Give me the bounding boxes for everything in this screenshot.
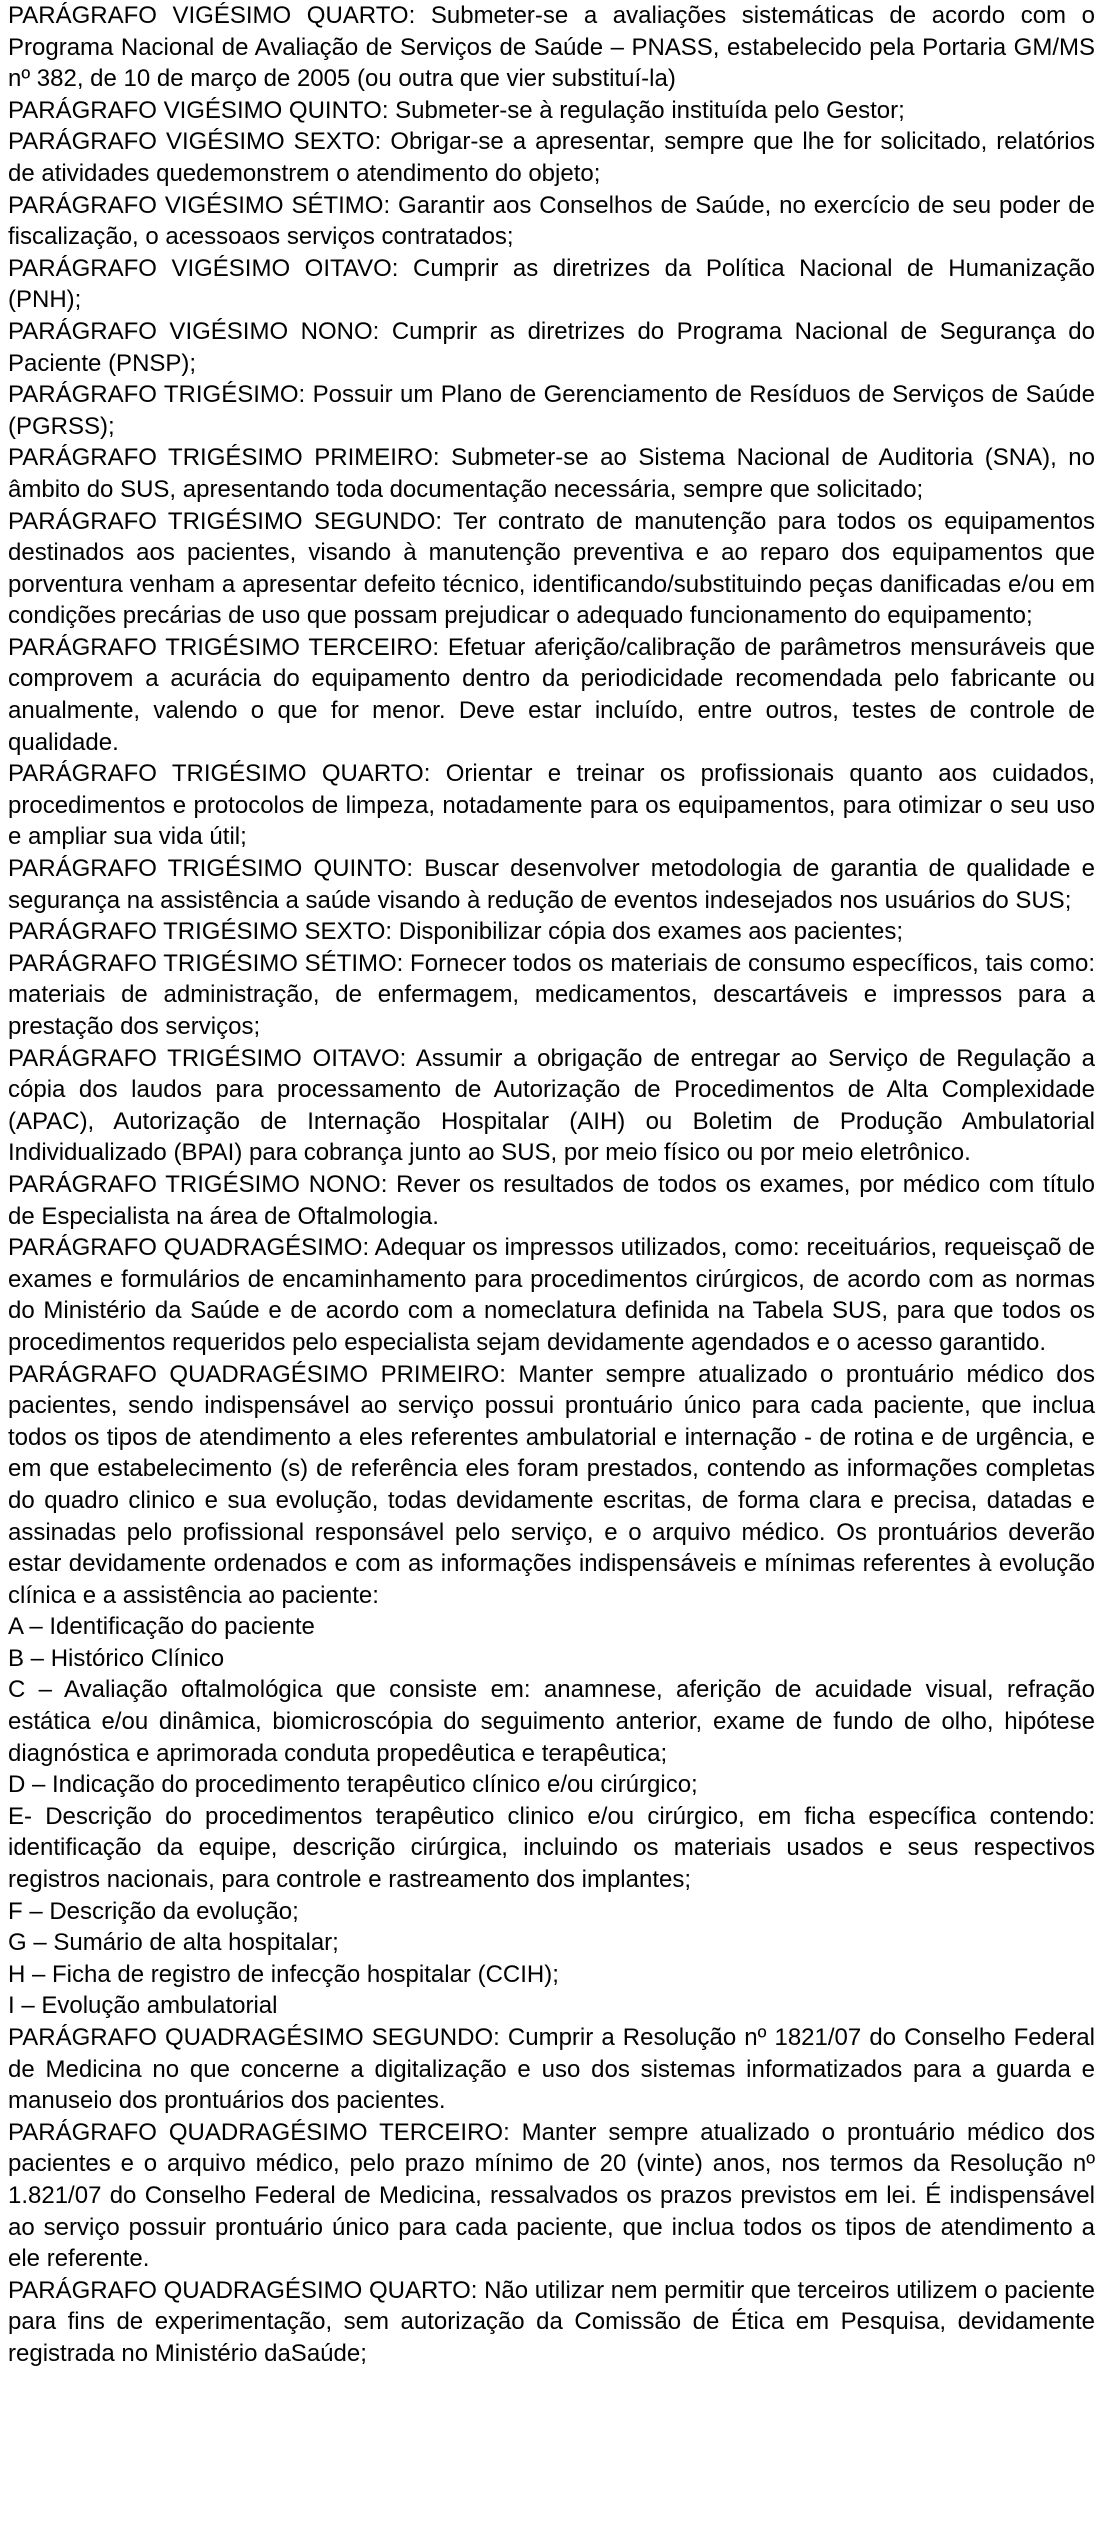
paragraph-39: PARÁGRAFO TRIGÉSIMO NONO: Rever os resultados de todos os exames, por médico com título de Especialista na área de Oftalmologia. <box>8 1170 1095 1230</box>
list-item-d: D – Indicação do procedimento terapêutico clínico e/ou cirúrgico; <box>8 1771 698 1799</box>
paragraph-31: PARÁGRAFO TRIGÉSIMO PRIMEIRO: Submeter-se ao Sistema Nacional de Auditoria (SNA), no âmbito do SUS, apresentando toda documentação necessária, sempre que solicitado; <box>8 444 1095 503</box>
list-item-e: E- Descrição do procedimentos terapêutico clinico e/ou cirúrgico, em ficha específica contendo: identificação da equipe, descrição cirúrgica, incluindo os materiais usados e seus respectivos registros nacionais, para controle e rastreamento dos implantes; <box>8 1802 1095 1894</box>
paragraph-32: PARÁGRAFO TRIGÉSIMO SEGUNDO: Ter contrato de manutenção para todos os equipamentos destinados aos pacientes, visando à manutenção preventiva e ao reparo dos equipamentos que porventura venham a apresentar defeito técnico, identificando/substituindo peças danificadas e/ou em condições precárias de uso que possam prejudicar o adequado funcionamento do equipamento; <box>8 507 1095 630</box>
list-item-b: B – Histórico Clínico <box>8 1644 225 1672</box>
paragraph-24: PARÁGRAFO VIGÉSIMO QUARTO: Submeter-se a avaliações sistemáticas de acordo com o Programa Nacional de Avaliação de Serviços de Saúde – PNASS, estabelecido pela Portaria GM/MS nº 382, de 10 de março de 2005 (ou outra que vier substituí-la) <box>8 2 1095 93</box>
paragraph-26: PARÁGRAFO VIGÉSIMO SEXTO: Obrigar-se a apresentar, sempre que lhe for solicitado, relatórios de atividades quedemonstrem o atendimento do objeto; <box>8 128 1095 187</box>
paragraph-38: PARÁGRAFO TRIGÉSIMO OITAVO: Assumir a obrigação de entregar ao Serviço de Regulação a cópia dos laudos para processamento de Autorização de Procedimentos de Alta Complexidade (APAC), Autorização de Internação Hospitalar (AIH) ou Boletim de Produção Ambulatorial Individualizado (BPAI) para cobrança junto ao SUS, por meio físico ou por meio eletrônico. <box>8 1044 1095 1167</box>
list-item-g: G – Sumário de alta hospitalar; <box>8 1929 339 1957</box>
list-item-c: C – Avaliação oftalmológica que consiste em: anamnese, aferição de acuidade visual, refração estática e/ou dinâmica, biomicroscópia do seguimento anterior, exame de fundo de olho, hipótese diagnóstica e aprimorada conduta propedêutica e terapêutica; <box>8 1676 1095 1767</box>
list-item-h: H – Ficha de registro de infecção hospitalar (CCIH); <box>8 1960 559 1988</box>
paragraph-33: PARÁGRAFO TRIGÉSIMO TERCEIRO: Efetuar aferição/calibração de parâmetros mensuráveis que comprovem a acurácia do equipamento dentro da periodicidade recomendada pelo fabricante ou anualmente, valendo o que for menor. Deve estar incluído, entre outros, testes de controle de qualidade. <box>8 633 1095 756</box>
paragraph-44: PARÁGRAFO QUADRAGÉSIMO QUARTO: Não utilizar nem permitir que terceiros utilizem o paciente para fins de experimentação, sem autorização da Comissão de Ética em Pesquisa, devidamente registrada no Ministério daSaúde; <box>8 2276 1095 2367</box>
paragraph-37: PARÁGRAFO TRIGÉSIMO SÉTIMO: Fornecer todos os materiais de consumo específicos, tais como: materiais de administração, de enfermagem, medicamentos, descartáveis e impressos para a prestação dos serviços; <box>8 949 1095 1040</box>
paragraph-41: PARÁGRAFO QUADRAGÉSIMO PRIMEIRO: Manter sempre atualizado o prontuário médico dos pacientes, sendo indispensável ao serviço possui prontuário único para cada paciente, que inclua todos os tipos de atendimento a eles referentes ambulatorial e internação - de rotina e de urgência, e em que estabelecimento (s) de referência eles foram prestados, contendo as informações completas do quadro clinico e sua evolução, todas devidamente escritas, de forma clara e precisa, datadas e assinadas pelo profissional responsável pelo serviço, e o arquivo médico. Os prontuários deverão estar devidamente ordenados e com as informações indispensáveis e mínimas referentes à evolução clínica e a assistência ao paciente: <box>8 1360 1095 1609</box>
paragraph-40: PARÁGRAFO QUADRAGÉSIMO: Adequar os impressos utilizados, como: receituários, requeisçaõ de exames e formulários de encaminhamento para procedimentos cirúrgicos, de acordo com as normas do Ministério da Saúde e de acordo com a nomeclatura definida na Tabela SUS, para que todos os procedimentos requeridos pelo especialista sejam devidamente agendados e o acesso garantido. <box>8 1234 1095 1356</box>
list-item-f: F – Descrição da evolução; <box>8 1897 299 1925</box>
record-items-list <box>8 1611 1095 2022</box>
paragraph-29: PARÁGRAFO VIGÉSIMO NONO: Cumprir as diretrizes do Programa Nacional de Segurança do Paciente (PNSP); <box>8 317 1095 377</box>
list-item-i: I – Evolução ambulatorial <box>8 1992 278 2020</box>
list-item-a: A – Identificação do paciente <box>8 1613 315 1641</box>
paragraph-36: PARÁGRAFO TRIGÉSIMO SEXTO: Disponibilizar cópia dos exames aos pacientes; <box>8 918 904 946</box>
paragraph-27: PARÁGRAFO VIGÉSIMO SÉTIMO: Garantir aos Conselhos de Saúde, no exercício de seu poder de fiscalização, o acessoaos serviços contratados; <box>8 191 1095 251</box>
paragraph-43: PARÁGRAFO QUADRAGÉSIMO TERCEIRO: Manter sempre atualizado o prontuário médico dos pacientes e o arquivo médico, pelo prazo mínimo de 20 (vinte) anos, nos termos da Resolução nº 1.821/07 do Conselho Federal de Medicina, ressalvados os prazos previstos em lei. É indispensável ao serviço possuir prontuário único para cada paciente, que inclua todos os tipos de atendimento a ele referente. <box>8 2118 1095 2273</box>
paragraph-34: PARÁGRAFO TRIGÉSIMO QUARTO: Orientar e treinar os profissionais quanto aos cuidados, procedimentos e protocolos de limpeza, notadamente para os equipamentos, para otimizar o seu uso e ampliar sua vida útil; <box>8 760 1095 851</box>
paragraph-30: PARÁGRAFO TRIGÉSIMO: Possuir um Plano de Gerenciamento de Resíduos de Serviços de Saúde (PGRSS); <box>8 381 1095 440</box>
paragraph-28: PARÁGRAFO VIGÉSIMO OITAVO: Cumprir as diretrizes da Política Nacional de Humanização (PNH); <box>8 254 1095 314</box>
paragraph-25: PARÁGRAFO VIGÉSIMO QUINTO: Submeter-se à regulação instituída pelo Gestor; <box>8 96 905 124</box>
paragraph-35: PARÁGRAFO TRIGÉSIMO QUINTO: Buscar desenvolver metodologia de garantia de qualidade e segurança na assistência a saúde visando à redução de eventos indesejados nos usuários do SUS; <box>8 855 1095 914</box>
paragraph-42: PARÁGRAFO QUADRAGÉSIMO SEGUNDO: Cumprir a Resolução nº 1821/07 do Conselho Federal de Medicina no que concerne a digitalização e uso dos sistemas informatizados para a guarda e manuseio dos prontuários dos pacientes. <box>8 2024 1095 2115</box>
